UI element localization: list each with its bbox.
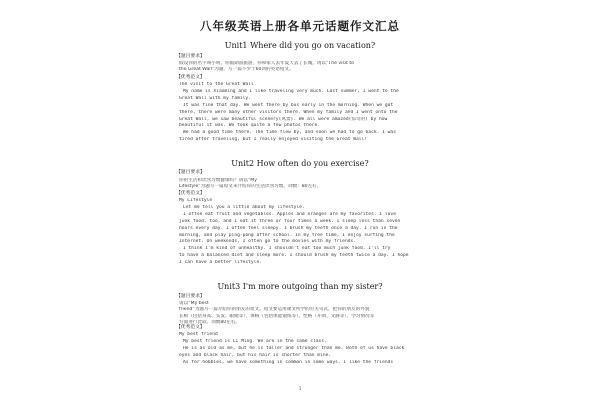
requirement-label: 【题目要求】 (176, 54, 205, 59)
document-title: 八年级英语上册各单元话题作文汇总 (200, 19, 400, 33)
page-number: 1 (298, 387, 302, 392)
sample-line: Great Wall with my family. (179, 95, 251, 101)
requirement-line: 假设你的名字叫小明，你假期游旅游，你和家人去年夏天去了长城，请以“The visit to (179, 61, 354, 66)
sample-line: I can have a better lifestyle. (179, 260, 262, 266)
sample-line: We had a good time there. The time flew by, and soon we had to go back. I was (183, 130, 396, 136)
unit-heading: Unit1 Where did you go on vacation? (224, 41, 376, 50)
requirement-label: 【题目要求】 (176, 170, 205, 175)
sample-line: beautiful it was. We took quite a few photos there. (179, 123, 321, 129)
sample-line: there, there were many other visitors there. When my family and I went onto the (179, 109, 398, 115)
unit-heading: Unit2 How often do you exercise? (231, 159, 369, 168)
sample-label: 【优秀范文】 (176, 75, 205, 80)
sample-line: My best friend (179, 332, 218, 337)
sample-line: Great Wall, we saw beautiful scenery(风景). We all were amazed(惊奇的) by how (179, 116, 388, 122)
sample-line: Internet. On weekends, I often go to the movies with my friends. (179, 239, 357, 245)
sample-line: morning, and play ping-pong after school. In my free time, I enjoy surfing the (179, 232, 395, 238)
sample-line: junk food, too, and I eat it three or four times a week. I sleep less than seven (179, 218, 401, 224)
sample-line: My Lifestyle (179, 198, 213, 203)
sample-line: As for hobbies, we have something in common in some ways. I like the friends (183, 359, 394, 365)
unit-heading: Unit3 I'm more outgoing than my sister? (217, 282, 383, 291)
sample-line: My best friend is Li Ming. We are in the same class. (183, 338, 327, 344)
requirement-line: 你的生活和饮食习惯健康吗？请以“My (179, 178, 257, 183)
sample-line: hours every day. I often feel sleepy. I brush my teeth once a day. I run in the (179, 225, 398, 231)
requirement-label: 【题目要求】 (176, 294, 205, 299)
requirement-line: 请以“My best (179, 301, 209, 306)
requirement-line: 方面进行比较。词数80左右。 (179, 320, 240, 326)
sample-line: I think I'm kind of unhealthy. I shouldn't eat too much junk food. I'll try (183, 246, 391, 252)
requirement-line: Lifestyle”为题写一篇短文来介绍你的生活饮食习惯。词数：80左右。 (179, 184, 322, 190)
sample-line: eyes and black hair, but his hair is shorter than mine. (179, 352, 332, 358)
sample-label: 【优秀范文】 (176, 191, 205, 196)
sample-line: He is as old as me, but he is taller and stronger than me. Both of us have black (183, 345, 405, 351)
requirement-line: friend”为题写一篇介绍你的朋友的短文。短文要运用课文所学的有关句式，把你的朋友的外貌 (179, 307, 370, 313)
sample-line: The visit to the Great Wall (179, 82, 254, 87)
sample-line: My name is Xiaoming and I like traveling very much. Last summer, I went to the (183, 88, 399, 94)
sample-line: Let me tell you a little about my lifestyle. (183, 204, 305, 210)
sample-line: tired after traveling, but I really enjoyed visiting the Great Wall! (179, 137, 368, 143)
sample-line: to have a balanced diet and sleep more. I should brush my teeth twice a day. I hope (179, 253, 409, 259)
sample-line: It was fine that day. We went there by bus early in the morning. When we got (183, 102, 394, 108)
requirement-line: 长相（包括身高、头发、眼睛等），体格（包括体能锻炼等）、性格（开朗、文静等）、学习情况等 (179, 313, 375, 319)
sample-label: 【优秀范文】 (176, 325, 205, 330)
requirement-line: the Great Wall”为题，写一篇不少于60词的英语短文。 (179, 67, 294, 73)
sample-line: I often eat fruit and vegetables. Apples and oranges are my favorites. I love (183, 211, 396, 217)
